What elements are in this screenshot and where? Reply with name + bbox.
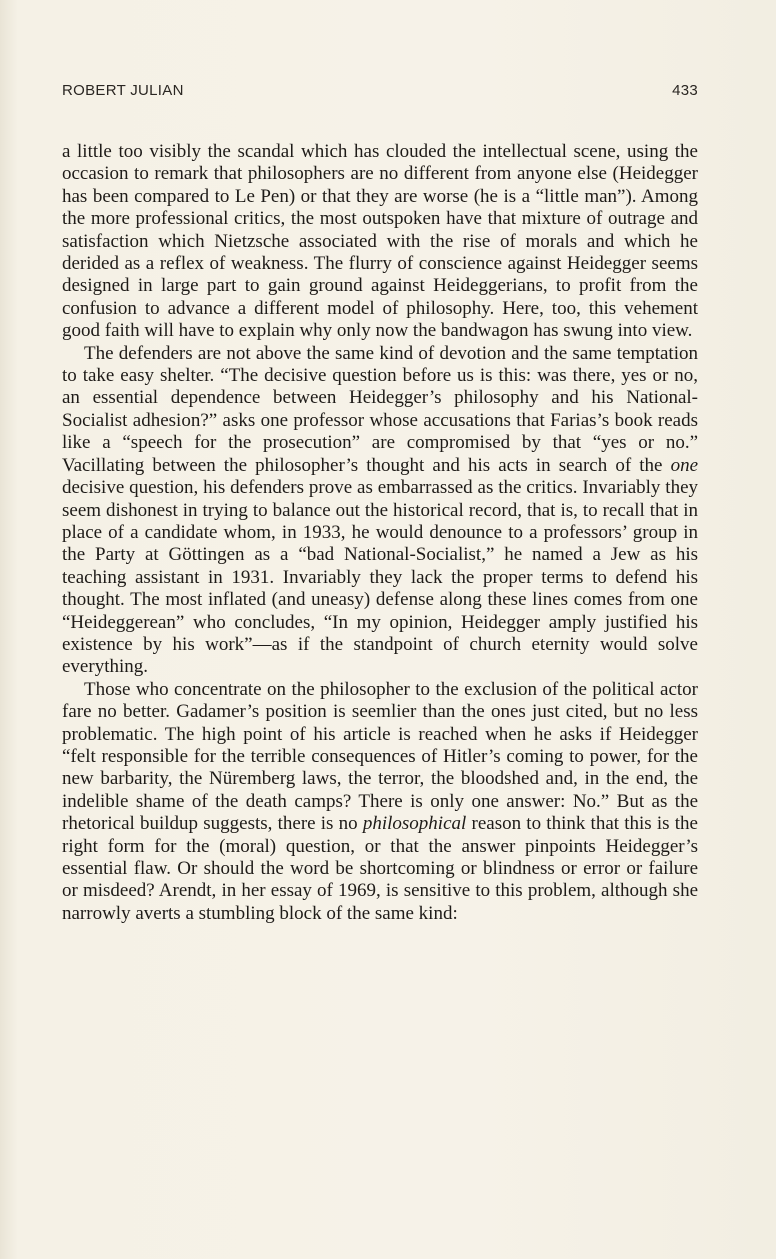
paragraph (62, 141, 698, 343)
running-head (62, 82, 698, 104)
running-head-author: ROBERT JULIAN (62, 82, 184, 99)
text-run: reason to think that this is the right form for the (moral) question, or that the answer pinpoints Heidegger’s essential flaw. Or should the word be shortcoming or blindness or error or failure or misdeed? Arendt, in her essay of 1969, is sensitive to this problem, although she narrowly averts a stumbling block of the same kind: (62, 813, 698, 924)
body-text (62, 141, 698, 925)
text-run: Those who concentrate on the philosopher to the exclusion of the political actor fare no better. Gadamer’s position is seemlier than the ones just cited, but no less problematic. The high point of his article is reached when he asks if Heidegger “felt responsible for the terrible consequences of Hitler’s coming to power, for the new barbarity, the Nüremberg laws, the terror, the bloodshed and, in the end, the indelible shame of the death camps? There is only one answer: No.” But as the rhetorical buildup suggests, there is no (62, 678, 698, 835)
page-number: 433 (672, 82, 698, 99)
paragraph (62, 679, 698, 925)
italic-text: one (670, 454, 698, 476)
text-run: decisive question, his defenders prove as embarrassed as the critics. Invariably they seem dishonest in trying to balance out the historical record, that is, to recall that in place of a candidate whom, in 1933, he would denounce to a professors’ group in the Party at Göttingen as a “bad National-Socialist,” he named a Jew as his teaching assistant in 1931. Invariably they lack the proper terms to defend his thought. The most inflated (and uneasy) defense along these lines comes from one “Heideggerean” who concludes, “In my opinion, Heidegger amply justified his existence by his work”—as if the standpoint of church eternity would solve everything. (62, 477, 698, 678)
paragraph (62, 343, 698, 679)
text-run: The defenders are not above the same kind of devotion and the same temptation to take easy shelter. “The decisive question before us is this: was there, yes or no, an essential dependence between Heidegger’s philosophy and his National-Socialist adhesion?” asks one professor whose accusations that Farias’s book reads like a “speech for the prosecution” are compromised by that “yes or no.” Vacillating between the philosopher’s thought and his acts in search of the (62, 342, 698, 476)
text-run: a little too visibly the scandal which has clouded the intellectual scene, using the occasion to remark that philosophers are no different from anyone else (Heidegger has been compared to Le Pen) or that they are worse (he is a “little man”). Among the more professional critics, the most outspoken have that mixture of outrage and satisfaction which Nietzsche associated with the rise of morals and which he derided as a reflex of weakness. The flurry of conscience against Heidegger seems designed in large part to gain ground against Heideggerians, to profit from the confusion to advance a different model of philosophy. Here, too, this vehement good faith will have to explain why only now the bandwagon has swung into view. (62, 141, 698, 342)
italic-text: philosophical (362, 813, 467, 835)
